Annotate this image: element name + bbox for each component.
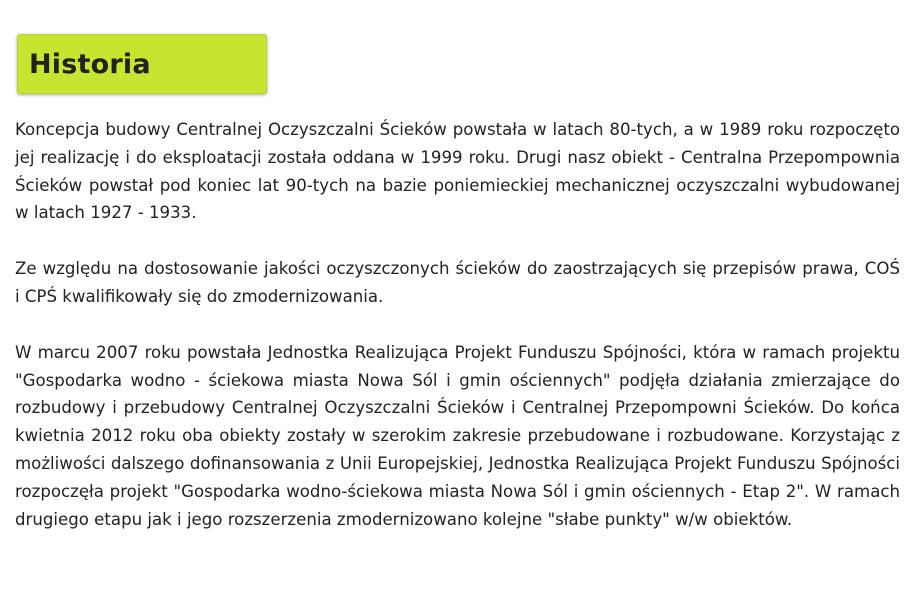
article-body (15, 116, 900, 561)
paragraph-project-details: W marcu 2007 roku powstała Jednostka Realizująca Projekt Funduszu Spójności, która w ramach projektu "Gospodarka wodno - ściekowa miasta Nowa Sól i gmin ościennych" podjęła działania zmierzające do rozbudowy i przebudowy Centralnej Oczyszczalni Ścieków i Centralnej Przepompowni Ścieków. Do końca kwietnia 2012 roku oba obiekty zostały w szerokim zakresie przebudowane i rozbudowane. Korzystając z możliwości dalszego dofinansowania z Unii Europejskiej, Jednostka Realizująca Projekt Funduszu Spójności rozpoczęła projekt "Gospodarka wodno-ściekowa miasta Nowa Sól i gmin ościennych - Etap 2". W ramach drugiego etapu jak i jego rozszerzenia zmodernizowano kolejne "słabe punkty" w/w obiektów. (15, 342, 900, 529)
section-heading-box (17, 34, 267, 94)
page-title: Historia (29, 48, 151, 80)
paragraph-history-origin: Koncepcja budowy Centralnej Oczyszczalni Ścieków powstała w latach 80-tych, a w 1989 roku rozpoczęto jej realizację i do eksploatacji została oddana w 1999 roku. Drugi nasz obiekt - Centralna Przepompownia Ścieków powstał pod koniec lat 90-tych na bazie poniemieckiej mechanicznej oczyszczalni wybudowanej w latach 1927 - 1933. (15, 120, 900, 223)
paragraph-modernization-reason: Ze względu na dostosowanie jakości oczyszczonych ścieków do zaostrzających się przepisów prawa, COŚ i CPŚ kwalifikowały się do zmodernizowania. (15, 259, 900, 306)
